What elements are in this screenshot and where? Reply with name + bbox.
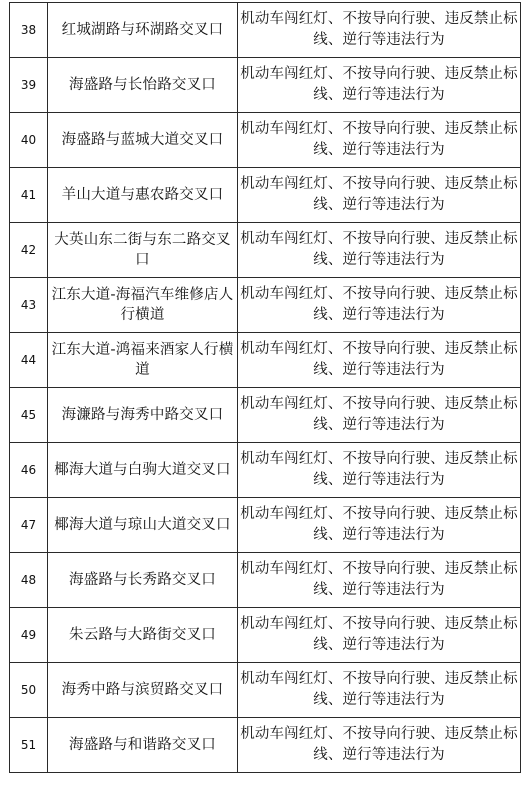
violation-description: 机动车闯红灯、不按导向行驶、违反禁止标线、逆行等违法行为 — [238, 608, 521, 663]
table-row — [10, 168, 521, 223]
table-row — [10, 498, 521, 553]
violation-description: 机动车闯红灯、不按导向行驶、违反禁止标线、逆行等违法行为 — [238, 58, 521, 113]
intersection-name: 朱云路与大路街交叉口 — [48, 608, 238, 663]
row-number: 43 — [10, 278, 48, 333]
violation-description: 机动车闯红灯、不按导向行驶、违反禁止标线、逆行等违法行为 — [238, 168, 521, 223]
intersection-name: 海盛路与长秀路交叉口 — [48, 553, 238, 608]
table-row — [10, 553, 521, 608]
violation-description: 机动车闯红灯、不按导向行驶、违反禁止标线、逆行等违法行为 — [238, 663, 521, 718]
row-number: 48 — [10, 553, 48, 608]
row-number: 44 — [10, 333, 48, 388]
intersection-name: 羊山大道与惠农路交叉口 — [48, 168, 238, 223]
intersection-name: 江东大道-鸿福来酒家人行横道 — [48, 333, 238, 388]
table-row — [10, 388, 521, 443]
row-number: 40 — [10, 113, 48, 168]
violation-description: 机动车闯红灯、不按导向行驶、违反禁止标线、逆行等违法行为 — [238, 333, 521, 388]
row-number: 38 — [10, 3, 48, 58]
intersection-name: 海盛路与蓝城大道交叉口 — [48, 113, 238, 168]
row-number: 46 — [10, 443, 48, 498]
table-row — [10, 113, 521, 168]
row-number: 51 — [10, 718, 48, 773]
intersection-name: 椰海大道与白驹大道交叉口 — [48, 443, 238, 498]
row-number: 42 — [10, 223, 48, 278]
intersection-name: 海濂路与海秀中路交叉口 — [48, 388, 238, 443]
violation-table-body — [10, 3, 521, 773]
table-row — [10, 663, 521, 718]
row-number: 50 — [10, 663, 48, 718]
table-row — [10, 608, 521, 663]
violation-description: 机动车闯红灯、不按导向行驶、违反禁止标线、逆行等违法行为 — [238, 718, 521, 773]
row-number: 41 — [10, 168, 48, 223]
intersection-name: 海秀中路与滨贸路交叉口 — [48, 663, 238, 718]
violation-description: 机动车闯红灯、不按导向行驶、违反禁止标线、逆行等违法行为 — [238, 113, 521, 168]
violation-description: 机动车闯红灯、不按导向行驶、违反禁止标线、逆行等违法行为 — [238, 388, 521, 443]
table-row — [10, 278, 521, 333]
row-number: 39 — [10, 58, 48, 113]
table-row — [10, 3, 521, 58]
violation-description: 机动车闯红灯、不按导向行驶、违反禁止标线、逆行等违法行为 — [238, 443, 521, 498]
violation-description: 机动车闯红灯、不按导向行驶、违反禁止标线、逆行等违法行为 — [238, 498, 521, 553]
intersection-name: 江东大道-海福汽车维修店人行横道 — [48, 278, 238, 333]
violation-description: 机动车闯红灯、不按导向行驶、违反禁止标线、逆行等违法行为 — [238, 223, 521, 278]
row-number: 47 — [10, 498, 48, 553]
violation-description: 机动车闯红灯、不按导向行驶、违反禁止标线、逆行等违法行为 — [238, 553, 521, 608]
row-number: 49 — [10, 608, 48, 663]
intersection-name: 大英山东二街与东二路交叉口 — [48, 223, 238, 278]
intersection-name: 海盛路与长怡路交叉口 — [48, 58, 238, 113]
table-row — [10, 443, 521, 498]
intersection-name: 红城湖路与环湖路交叉口 — [48, 3, 238, 58]
violation-table — [9, 2, 521, 773]
intersection-name: 海盛路与和谐路交叉口 — [48, 718, 238, 773]
table-row — [10, 333, 521, 388]
row-number: 45 — [10, 388, 48, 443]
intersection-name: 椰海大道与琼山大道交叉口 — [48, 498, 238, 553]
table-row — [10, 223, 521, 278]
table-row — [10, 718, 521, 773]
violation-description: 机动车闯红灯、不按导向行驶、违反禁止标线、逆行等违法行为 — [238, 3, 521, 58]
table-row — [10, 58, 521, 113]
document-page — [9, 2, 520, 773]
violation-description: 机动车闯红灯、不按导向行驶、违反禁止标线、逆行等违法行为 — [238, 278, 521, 333]
